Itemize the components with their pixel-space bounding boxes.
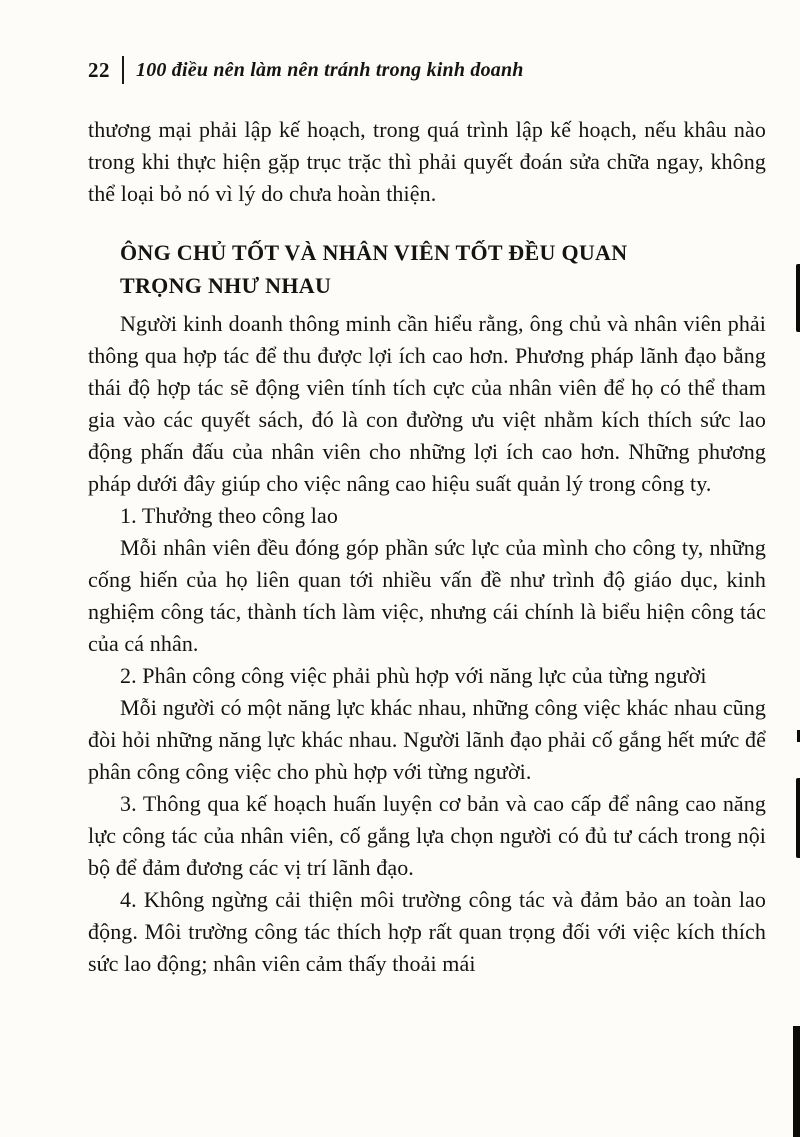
numbered-item-4: 4. Không ngừng cải thiện môi trường công tác và đảm bảo an toàn lao động. Môi trường công tác thích hợp rất quan trọng đối với việc kích thích sức lao động; nhân viên cảm thấy thoải mái	[88, 887, 766, 976]
scan-artifact	[796, 778, 800, 858]
scan-artifact	[796, 264, 800, 332]
book-title: 100 điều nên làm nên tránh trong kinh doanh	[136, 58, 524, 81]
page-body	[88, 114, 766, 980]
scan-artifact	[793, 1026, 800, 1137]
section-heading	[120, 236, 766, 302]
numbered-item-1: 1. Thưởng theo công lao	[120, 503, 338, 528]
header-divider	[122, 56, 124, 84]
section-heading-line-2: TRỌNG NHƯ NHAU	[120, 273, 332, 298]
section-heading-line-1: ÔNG CHỦ TỐT VÀ NHÂN VIÊN TỐT ĐỀU QUAN	[120, 240, 628, 265]
page-header	[88, 56, 766, 84]
numbered-item-3: 3. Thông qua kế hoạch huấn luyện cơ bản và cao cấp để nâng cao năng lực công tác của nhân viên, cố gắng lựa chọn người có đủ tư cách trong nội bộ để đảm đương các vị trí lãnh đạo.	[88, 791, 766, 880]
body-paragraph: Người kinh doanh thông minh cần hiểu rằng, ông chủ và nhân viên phải thông qua hợp tác để thu được lợi ích cao hơn. Phương pháp lãnh đạo bằng thái độ hợp tác sẽ động viên tính tích cực của nhân viên để họ có thể tham gia vào các quyết sách, đó là con đường ưu việt nhằm kích thích sức lao động phấn đấu của nhân viên cho những lợi ích cao hơn. Những phương pháp dưới đây giúp cho việc nâng cao hiệu suất quản lý trong công ty.	[88, 311, 766, 496]
page-number: 22	[88, 57, 110, 82]
body-paragraph: Mỗi người có một năng lực khác nhau, những công việc khác nhau cũng đòi hỏi những năng lực khác nhau. Người lãnh đạo phải cố gắng hết mức để phân công công việc cho phù hợp với từng người.	[88, 695, 766, 784]
numbered-item-2: 2. Phân công công việc phải phù hợp với năng lực của từng người	[120, 663, 707, 688]
intro-paragraph: thương mại phải lập kế hoạch, trong quá trình lập kế hoạch, nếu khâu nào trong khi thực hiện gặp trục trặc thì phải quyết đoán sửa chữa ngay, không thể loại bỏ nó vì lý do chưa hoàn thiện.	[88, 117, 766, 206]
body-paragraph: Mỗi nhân viên đều đóng góp phần sức lực của mình cho công ty, những cống hiến của họ liên quan tới nhiều vấn đề như trình độ giáo dục, kinh nghiệm công tác, thành tích làm việc, nhưng cái chính là biểu hiện công tác của cá nhân.	[88, 535, 766, 656]
